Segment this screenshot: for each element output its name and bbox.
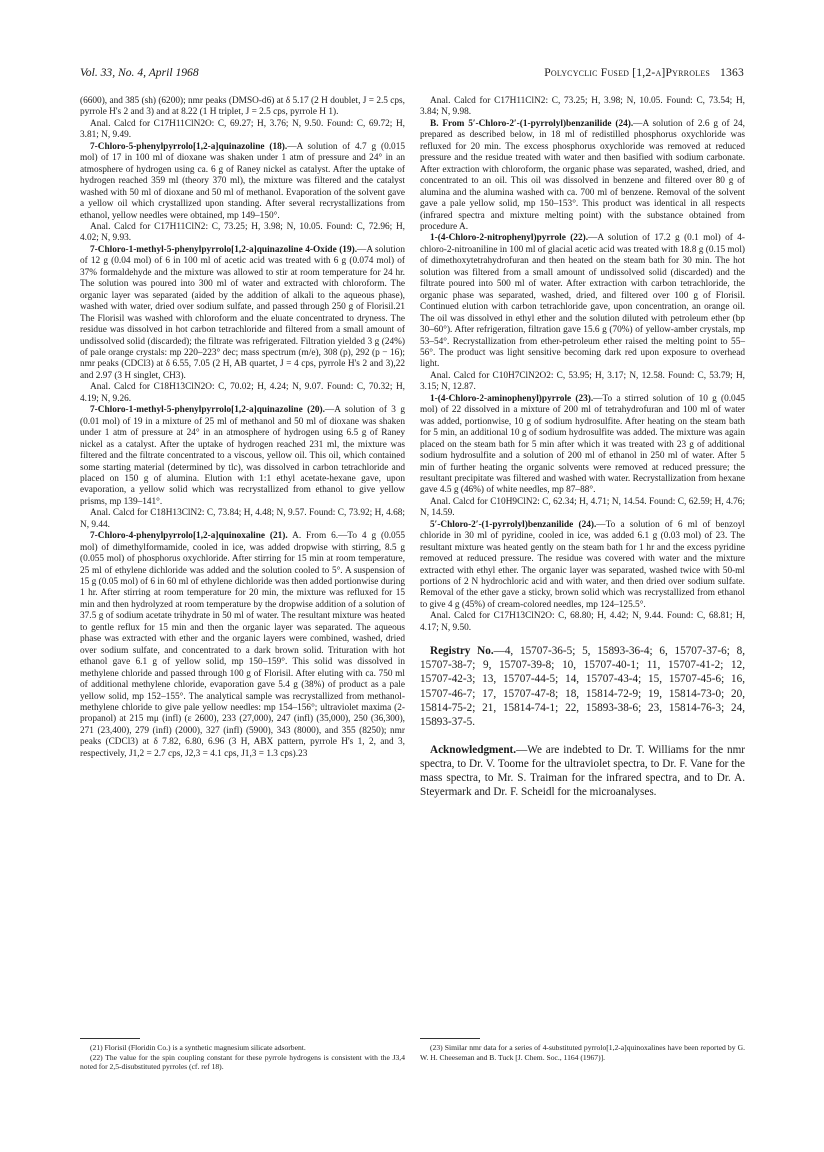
section-heading: 7-Chloro-4-phenylpyrrolo[1,2-a]quinoxaline (21). xyxy=(90,531,288,542)
header-right xyxy=(544,66,744,79)
section-heading: 1-(4-Chloro-2-aminophenyl)pyrrole (23). xyxy=(430,393,594,404)
paragraph-text: —A solution of 2.6 g of 24, prepared as described below, in 18 ml of redistilled phosphorus oxychloride was refluxed for 20 min. The excess phosphorus oxychloride was removed at reduced pressure and the residue treated with water and then basified with sodium carbonate. After extraction with chloroform, the organic phase was separated, washed, dried, and concentrated to an oil. This oil was dissolved in benzene and filtered over 80 g of alumina and the alumina washed with ca. 700 ml of benzene. Removal of the solvent gave a pale yellow solid, mp 150–153°. This product was identical in all respects (infrared spectra and mixture melting point) with the substance obtained from procedure A. xyxy=(420,118,745,232)
paragraph-text: —To a solution of 6 ml of benzoyl chloride in 30 ml of pyridine, cooled in ice, was added 6.1 g (0.03 mol) of 23. The resultant mixture was heated gently on the steam bath for 1 hr and the excess pyridine removed at reduced pressure. The residue was covered with water and the mixture extracted with ethyl ether. The organic layer was separated, washed twice with 50-ml portions of 2 N hydrochloric acid and with water, and then dried over sodium sulfate. Removal of the ether gave a sticky, brown solid which was recrystallized from ethanol to give 4 g (45%) of cream-colored needles, mp 124–125.5°. xyxy=(420,519,745,610)
footnotes-right xyxy=(420,1030,745,1062)
section-heading: 1-(4-Chloro-2-nitrophenyl)pyrrole (22). xyxy=(430,233,589,244)
footnote-rule xyxy=(420,1038,480,1039)
left-paragraph xyxy=(80,405,405,508)
right-paragraph xyxy=(420,119,745,234)
footnote: (21) Florisil (Floridin Co.) is a synthetic magnesium silicate adsorbent. xyxy=(90,1043,306,1052)
right-paragraph xyxy=(420,371,745,394)
page-number: 1363 xyxy=(720,66,744,79)
left-paragraph xyxy=(80,222,405,245)
left-paragraph xyxy=(80,531,405,760)
acknowledgment-heading: Acknowledgment. xyxy=(430,743,517,756)
right-column xyxy=(420,96,745,799)
paragraph-text: —To a stirred solution of 10 g (0.045 mol) of 22 dissolved in a mixture of 200 ml of tetrahydrofuran and 100 ml of water was added, portionwise, 10 g of sodium hydrosulfite. After heating on the steam bath for 5 min, an additional 10 g of sodium hydrosulfite was added. The mixture was again placed on the steam bath for 5 min after which it was treated with 23 g of additional sodium hydrosulfite and a solution of 200 ml of ethanol in 250 ml of water. After 5 min of further heating the organic solvents were removed at reduced pressure; the resultant precipitate was filtered and washed with water. Recrystallization from hexane gave 4.5 g (46%) of white needles, mp 87–88°. xyxy=(420,393,745,496)
section-heading: 7-Chloro-1-methyl-5-phenylpyrrolo[1,2-a]quinazoline 4-Oxide (19). xyxy=(90,244,358,255)
section-heading: 5′-Chloro-2′-(1-pyrrolyl)benzanilide (24). xyxy=(430,519,597,530)
right-paragraph xyxy=(420,497,745,520)
footnotes-left xyxy=(80,1030,405,1072)
paragraph-text: —A solution of 3 g (0.01 mol) of 19 in a mixture of 25 ml of methanol and 50 ml of dioxane was shaken under 1 atm of pressure at 24° in an atmosphere of hydrogen using 6.5 g of Raney nickel as a catalyst. After the uptake of hydrogen reached 231 ml, the mixture was filtered and the filtrate concentrated to a viscous, yellow oil. This oil, which contained some starting material (determined by tlc), was dissolved in carbon tetrachloride and placed on 150 g of alumina. Elution with 1:1 ethyl acetate-hexane gave, upon evaporation, a yellow solid which was recrystallized from ethanol to give yellow prisms, mp 139–141°. xyxy=(80,405,405,507)
registry-heading: Registry No. xyxy=(430,645,494,658)
acknowledgment xyxy=(420,743,745,799)
left-paragraph xyxy=(80,245,405,382)
paragraph-text: Anal. Calcd for C10H7ClN2O2: C, 53.95; H, 3.17; N, 12.58. Found: C, 53.79; H, 3.15; N, 12.87. xyxy=(420,370,745,393)
right-paragraph xyxy=(420,96,745,119)
paragraph-text: Anal. Calcd for C17H11ClN2: C, 73.25; H, 3.98; N, 10.05. Found: C, 73.54; H, 3.84; N, 9.98. xyxy=(420,96,745,118)
paragraph-text: —A solution of 4.7 g (0.015 mol) of 17 in 100 ml of dioxane was shaken under 1 atm of pressure and 24° in an atmosphere of hydrogen using ca. 6 g of Raney nickel as catalyst. After the uptake of hydrogen reached 359 ml (theory 370 ml), the mixture was filtered and the catalyst washed with 50 ml of dioxane and 50 ml of methanol. Evaporation of the solvent gave a yellow oil which crystallized upon standing. After several recrystallizations from ethanol, yellow needles were obtained, mp 149–150°. xyxy=(80,141,406,221)
footnote: (22) The value for the spin coupling constant for these pyrrole hydrogens is consistent with the J3,4 noted for 2,5-disubstituted pyrroles (cf. ref 18). xyxy=(80,1052,405,1072)
paragraph-text: (6600), and 385 (sh) (6200); nmr peaks (DMSO-d6) at δ 5.17 (2 H doublet, J = 2.5 cps, pyrrole H's 2 and 3) and at 8.22 (1 H triplet, J = 2.5 cps, pyrrole H 1). xyxy=(80,96,405,118)
left-paragraph xyxy=(80,119,405,142)
right-paragraph xyxy=(420,520,745,612)
right-paragraph xyxy=(420,611,745,634)
paragraph-text: Anal. Calcd for C18H13ClN2: C, 73.84; H, 4.48; N, 9.57. Found: C, 73.92; H, 4.68; N, 9.44. xyxy=(80,508,405,530)
paragraph-text: Anal. Calcd for C18H13ClN2O: C, 70.02; H, 4.24; N, 9.07. Found: C, 70.32; H, 4.19; N, 9.26. xyxy=(80,382,405,404)
left-paragraph xyxy=(80,382,405,405)
section-heading: 7-Chloro-5-phenylpyrrolo[1,2-a]quinazoline (18). xyxy=(90,141,288,152)
registry-text: —4, 15707-36-5; 5, 15893-36-4; 6, 15707-37-6; 8, 15707-38-7; 9, 15707-39-8; 10, 15707-40-1; 11, 15707-41-2; 12, 15707-42-3; 13, 15707-44-5; 14, 15707-43-4; 15, 15707-45-6; 16, 15707-46-7; 17, 15707-47-8; 18, 15814-72-9; 19, 15814-73-0; 20, 15814-75-2; 21, 15814-74-1; 22, 15893-38-6; 23, 15814-76-3; 24, 15893-37-5. xyxy=(420,645,745,728)
running-title: Polycyclic Fused [1,2-a]Pyrroles xyxy=(544,66,710,79)
paragraph-text: Anal. Calcd for C17H13ClN2O: C, 68.80; H, 4.42; N, 9.44. Found: C, 68.81; H, 4.17; N, 9.50. xyxy=(420,611,745,633)
section-heading: B. From 5′-Chloro-2′-(1-pyrrolyl)benzanilide (24). xyxy=(430,118,634,129)
left-paragraph xyxy=(80,96,405,119)
paragraph-text: Anal. Calcd for C17H11ClN2O: C, 69.27; H, 3.76; N, 9.50. Found: C, 69.72; H, 3.81; N, 9.49. xyxy=(80,118,405,141)
left-column xyxy=(80,96,405,760)
left-paragraph xyxy=(80,142,405,222)
right-paragraph xyxy=(420,394,745,497)
paragraph-text: —A solution of 12 g (0.04 mol) of 6 in 100 ml of acetic acid was treated with 6 g (0.074 mol) of 37% formaldehyde and the mixture was allowed to stir at room temperature for 24 hr. The solution was poured into 300 ml of water and extracted with chloroform. The organic layer was separated (aided by the addition of alkali to the aqueous phase), washed with water, dried over sodium sulfate, and passed through 250 g of Florisil.21 The Florisil was washed with chloroform and the eluate concentrated to dryness. The residue was dissolved in hot carbon tetrachloride and filtered from a small amount of undissolved solid (discarded); the filtrate was refrigerated. Filtration yielded 3 g (24%) of pale orange crystals: mp 220–223° dec; mass spectrum (m/e), 308 (p), 292 (p − 16); nmr peaks (CDCl3) at δ 6.55, 7.05 (2 H, AB quartet, J = 4 cps, pyrrole H's 2 and 3),22 and 2.97 (3 H singlet, CH3). xyxy=(80,244,405,381)
running-header xyxy=(80,66,744,84)
paragraph-text: Anal. Calcd for C10H9ClN2: C, 62.34; H, 4.71; N, 14.54. Found: C, 62.59; H, 4.76; N, 14.59. xyxy=(420,496,745,519)
journal-volume: Vol. 33, No. 4, April 1968 xyxy=(80,66,199,79)
left-paragraph xyxy=(80,508,405,531)
section-heading: 7-Chloro-1-methyl-5-phenylpyrrolo[1,2-a]quinazoline (20). xyxy=(90,405,325,416)
paragraph-text: —A solution of 17.2 g (0.1 mol) of 4-chloro-2-nitroaniline in 100 ml of glacial acetic acid was treated with 18.8 g (0.15 mol) of dimethoxytetrahydrofuran and then heated on the steam bath for 30 min. The hot solution was filtered from a small amount of undissolved solid (discarded) and the filtrate poured into 500 ml of water. After extraction with carbon tetrachloride, the organic phase was separated, washed, dried, and filtered over 100 g of Florisil. Continued elution with carbon tetrachloride gave, upon concentration, an orange oil. The oil was dissolved in ethyl ether and the solution diluted with petroleum ether (bp 30–60°). After refrigeration, filtration gave 15.6 g (70%) of yellow-amber crystals, mp 53–54°. Recrystallization from ether-petroleum ether raised the melting point to 55–56°. The product was light sensitive becoming dark red upon exposure to overhead light. xyxy=(420,233,745,370)
footnote: (23) Similar nmr data for a series of 4-substituted pyrrolo[1,2-a]quinoxalines have been reported by G. W. H. Cheeseman and B. Tuck [J. Chem. Soc., 1164 (1967)]. xyxy=(420,1043,745,1062)
acknowledgment-text: —We are indebted to Dr. T. Williams for the nmr spectra, to Dr. V. Toome for the ultraviolet spectra, to Dr. F. Vane for the mass spectra, to Mr. S. Traiman for the infrared spectra, and to Dr. A. Steyermark and Dr. F. Scheidl for the microanalyses. xyxy=(420,743,745,799)
right-paragraph xyxy=(420,233,745,370)
paragraph-text: A. From 6.—To 4 g (0.055 mol) of dimethylformamide, cooled in ice, was added dropwise with stirring, 8.5 g (0.055 mol) of phosphorus oxychloride. After stirring for 15 min at room temperature, 25 ml of ethylene dichloride was added and the solution cooled to 5°. A suspension of 15 g (0.05 mol) of 6 in 60 ml of ethylene dichloride was then added portionwise during 1 hr. After stirring at room temperature for 20 min, the mixture was refluxed for 15 min and then hydrolyzed at room temperature by the dropwise addition of a solution of 37.5 g of sodium acetate trihydrate in 50 ml of water. The resultant mixture was heated to gentle reflux for 15 min and then the organic layer was separated. The aqueous phase was extracted with ether and the organic layers were combined, washed, dried over sodium sulfate, and concentrated to a dark brown solid. Trituration with hot ethanol gave 6.1 g of yellow solid, mp 150–159°. This solid was dissolved in methylene chloride and passed through 100 g of Florisil. After eluting with ca. 750 ml of additional methylene chloride, evaporation gave 5.4 g (38%) of product as a pale yellow solid, mp 152–155°. The analytical sample was recrystallized from methanol-methylene chloride to give pale yellow needles: mp 154–156°; ultraviolet maxima (2-propanol) at 215 mμ (infl) (ε 2600), 233 (27,000), 247 (infl) (35,000), 250 (36,300), 271 (23,400), 279 (infl) (2000), 327 (infl) (5900), 343 (8000), and 355 (8250); nmr peaks (CDCl3) at δ 7.82, 6.80, 6.96 (3 H, ABX pattern, pyrrole H's 1, 2, and 3, respectively, J1,2 = 2.7 cps, J2,3 = 4.1 cps, J1,3 = 1.3 cps).23 xyxy=(80,531,405,759)
footnote-rule xyxy=(80,1038,140,1039)
paragraph-text: Anal. Calcd for C17H11ClN2: C, 73.25; H, 3.98; N, 10.05. Found: C, 72.96; H, 4.02; N, 9.93. xyxy=(80,221,405,244)
registry-numbers xyxy=(420,644,745,729)
